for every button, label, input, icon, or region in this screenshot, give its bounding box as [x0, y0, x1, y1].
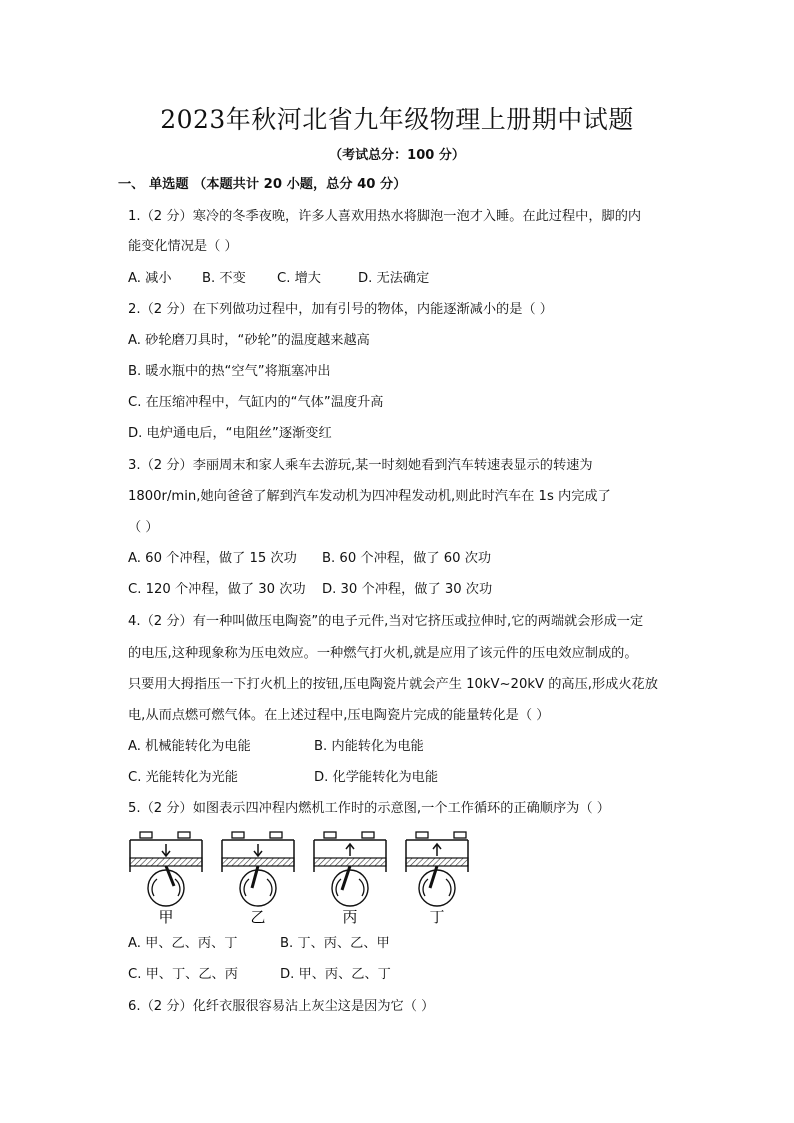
- engine-strokes-figure: [126, 830, 476, 926]
- figure-label-ding: 丁: [429, 908, 445, 926]
- q4-text-line3: 只要用大拇指压一下打火机上的按钮,压电陶瓷片就会产生 10kV~20kV 的高压,形成火花放: [128, 677, 658, 692]
- q5-option-d: D. 甲、丙、乙、丁: [280, 967, 391, 982]
- q1-text-line1: 1.（2 分）寒冷的冬季夜晚，许多人喜欢用热水将脚泡一泡才入睡。在此过程中，脚的内: [128, 209, 642, 224]
- cylinder-bing-diagram: [314, 832, 386, 926]
- q5-option-b: B. 丁、丙、乙、甲: [280, 936, 390, 951]
- q3-option-c: C. 120 个冲程，做了 30 次功: [128, 582, 306, 597]
- figure-label-bing: 丙: [342, 908, 358, 926]
- q1-option-a: A. 减小: [128, 271, 172, 286]
- figure-label-yi: 乙: [250, 908, 266, 926]
- q2-option-d: D. 电炉通电后，“电阻丝”逐渐变红: [128, 426, 332, 441]
- q6-text-line1: 6.（2 分）化纤衣服很容易沾上灰尘这是因为它（ ）: [128, 999, 435, 1014]
- q5-option-a: A. 甲、乙、丙、丁: [128, 936, 238, 951]
- q3-text-line2: 1800r/min,她向爸爸了解到汽车发动机为四冲程发动机,则此时汽车在 1s 内完成了: [128, 489, 611, 504]
- exam-total-score: （考试总分：100 分）: [329, 148, 465, 163]
- q5-option-c: C. 甲、丁、乙、丙: [128, 967, 238, 982]
- q4-option-d: D. 化学能转化为电能: [314, 770, 439, 785]
- figure-label-jia: 甲: [158, 908, 174, 926]
- q4-text-line4: 电,从而点燃可燃气体。在上述过程中,压电陶瓷片完成的能量转化是（ ）: [128, 708, 550, 723]
- q4-option-c: C. 光能转化为光能: [128, 770, 238, 785]
- q4-text-line2: 的电压,这种现象称为压电效应。一种燃气打火机,就是应用了该元件的压电效应制成的。: [128, 646, 638, 661]
- exam-title: 2023年秋河北省九年级物理上册期中试题: [160, 105, 634, 134]
- q2-text-line1: 2.（2 分）在下列做功过程中，加有引号的物体，内能逐渐减小的是（ ）: [128, 302, 553, 317]
- q1-option-d: D. 无法确定: [358, 271, 430, 286]
- q4-option-b: B. 内能转化为电能: [314, 739, 424, 754]
- q1-option-b: B. 不变: [202, 271, 246, 286]
- q3-text-line1: 3.（2 分）李丽周末和家人乘车去游玩,某一时刻她看到汽车转速表显示的转速为: [128, 458, 593, 473]
- q1-option-c: C. 增大: [277, 271, 321, 286]
- q4-option-a: A. 机械能转化为电能: [128, 739, 251, 754]
- q3-text-line3: （ ）: [128, 520, 159, 535]
- cylinder-yi-diagram: [222, 832, 294, 926]
- q5-text-line1: 5.（2 分）如图表示四冲程内燃机工作时的示意图,一个工作循环的正确顺序为（ ）: [128, 801, 610, 816]
- q3-option-b: B. 60 个冲程，做了 60 次功: [322, 551, 492, 566]
- q2-option-c: C. 在压缩冲程中，气缸内的“气体”温度升高: [128, 395, 384, 410]
- q3-option-d: D. 30 个冲程，做了 30 次功: [322, 582, 493, 597]
- q2-option-a: A. 砂轮磨刀具时，“砂轮”的温度越来越高: [128, 333, 370, 348]
- q1-text-line2: 能变化情况是（ ）: [128, 239, 238, 254]
- q3-option-a: A. 60 个冲程，做了 15 次功: [128, 551, 297, 566]
- q2-option-b: B. 暖水瓶中的热“空气”将瓶塞冲出: [128, 364, 331, 379]
- q4-text-line1: 4.（2 分）有一种叫做压电陶瓷”的电子元件,当对它挤压或拉伸时,它的两端就会形成一定: [128, 614, 644, 629]
- cylinder-jia-diagram: [130, 832, 202, 926]
- section-heading: 一、 单选题 （本题共计 20 小题，总分 40 分）: [118, 177, 407, 192]
- cylinder-ding-diagram: [406, 832, 468, 926]
